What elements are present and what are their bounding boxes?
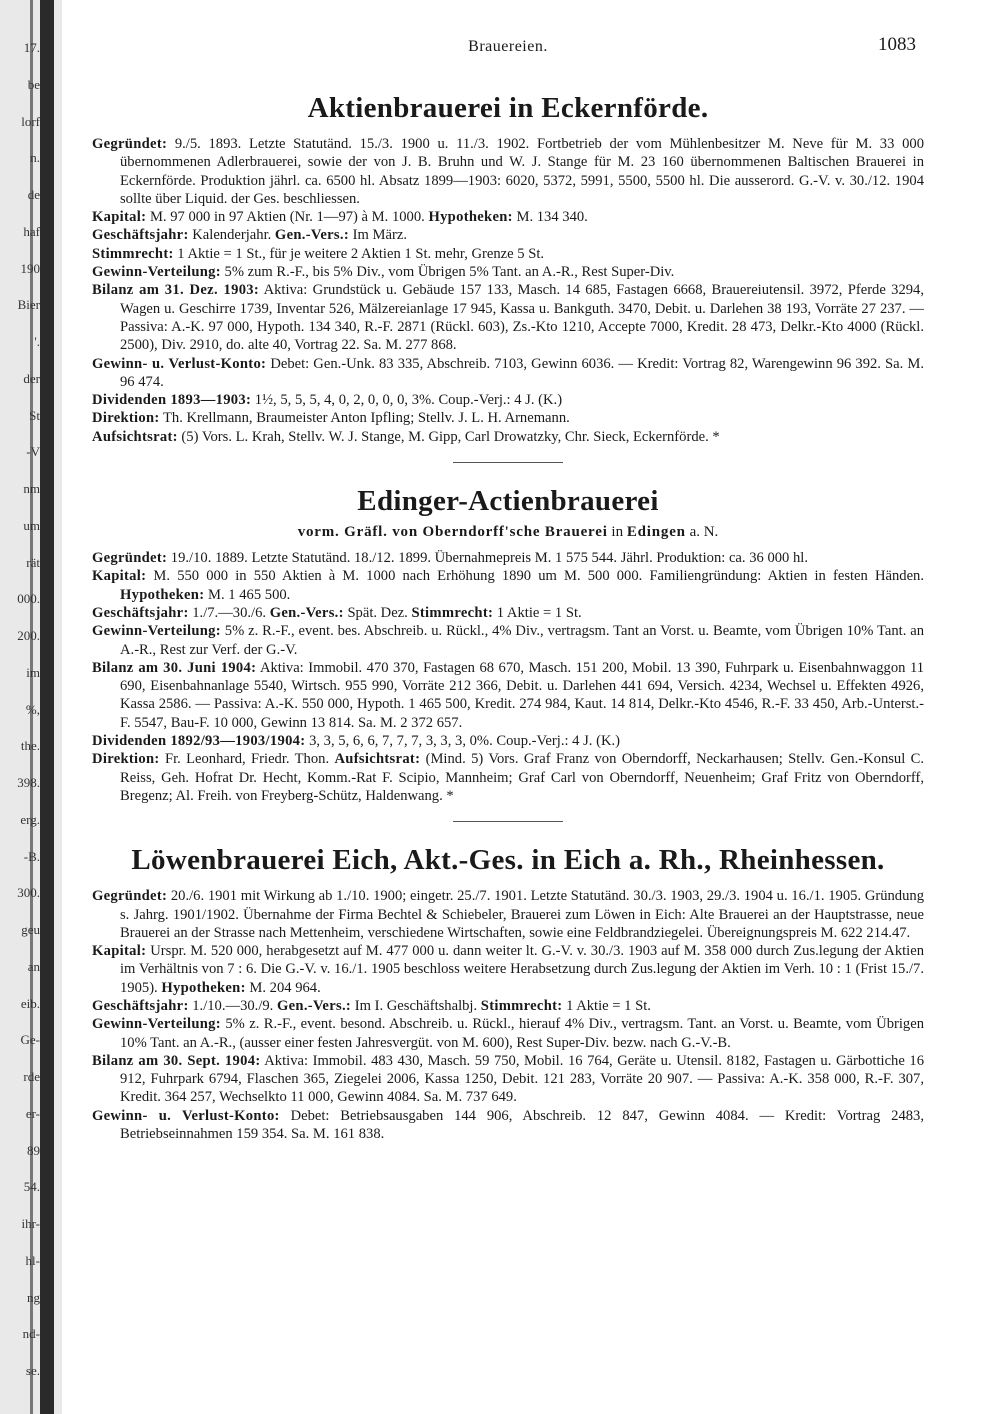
gutter-fragment: %, [25,701,40,717]
entry-term: Direktion: [92,751,160,768]
entry-text: 5% zum R.-F., bis 5% Div., vom Übrigen 5% Tant. an A.-R., Rest Super-Div. [220,264,675,281]
gutter-binding [40,0,54,1414]
entry-text: M. 204 964. [245,979,321,996]
left-page-gutter [0,0,62,1414]
entry-term: Dividenden 1893—1903: [92,392,252,409]
gutter-fragment: rät [26,554,40,570]
entry-text: Debet: Betriebsausgaben 144 906, Abschreib. 12 847, Gewinn 4084. — Kredit: Vortrag 2483, Betriebseinnahmen 159 354. Sa. M. 161 838. [120,1107,924,1143]
gutter-fragment: 000. [17,591,40,607]
running-head-title: Brauereien. [468,38,548,55]
gutter-fragment: se. [25,1363,40,1379]
entry-term: Gewinn- u. Verlust-Konto: [92,1107,280,1124]
entry-text: Im I. Geschäftshalbj. [351,997,481,1014]
entry-text: 3, 3, 5, 6, 6, 7, 7, 7, 3, 3, 3, 0%. Coup.-Verj.: 4 J. (K.) [305,733,620,750]
entry-text: Fr. Leonhard, Friedr. Thon. [159,751,335,768]
gutter-fragment: lorf [21,113,40,129]
entry-text: 9./5. 1893. Letzte Statutänd. 15./3. 1900 u. 11./3. 1902. Fortbetrieb der vom Mühlenbesitzer M. Neve für M. 33 000 übernommenen Adlerbrauerei, sowie der von J. B. Bruhn und W. J. Stange für M. 23 160 übernommenen Baltischen Brauerei in Eckernförde. Produktion jährl. ca. 6500 hl. Absatz 1899—1903: 6020, 5372, 5991, 5500, 5500 hl. Die ausserord. G.-V. v. 30./12. 1904 sollte über Liquid. der Ges. beschliessen. [120,136,924,207]
gutter-fragment: n. [30,150,40,166]
gutter-fragment: ng [27,1289,40,1305]
gutter-fragment: de [27,187,40,203]
entry-paragraph [92,281,924,354]
entry-term: Geschäftsjahr: [92,227,189,244]
entry-paragraph [92,263,924,281]
page [92,30,924,1390]
entry-term: Aufsichtsrat: [92,428,178,445]
company-section [92,485,924,805]
entry-paragraph [92,135,924,208]
subtitle-mid: in [607,524,627,541]
page-number: 1083 [878,34,916,55]
entry-text: (5) Vors. L. Krah, Stellv. W. J. Stange, M. Gipp, Carl Drowatzky, Chr. Sieck, Eckernförde. * [177,428,720,445]
company-title: Aktienbrauerei in Eckernförde. [307,92,709,124]
entry-term: Geschäftsjahr: [92,604,189,621]
entry-paragraph [92,208,924,226]
company-section [92,844,924,1143]
gutter-fragment: haf [23,223,40,239]
gutter-fragment: 190 [20,260,40,276]
gutter-fragment: 54. [23,1179,40,1195]
entry-term: Direktion: [92,410,160,427]
entry-term: Hypotheken: [161,979,246,996]
entry-term: Gewinn- u. Verlust-Konto: [92,355,267,372]
gutter-fragment: nd- [22,1326,40,1342]
entry-text: Aktiva: Grundstück u. Gebäude 157 133, Masch. 14 685, Fastagen 6668, Brauereiutensil. 3972, Pferde 3294, Wagen u. Geschirre 1739, Inventar 526, Mälzereianlage 17 945, Kassa u. Bankguth. 3470, Debit. u. Darlehen 38 193, Vorräte 27 237. — Passiva: A.-K. 97 000, Hypoth. 134 340, R.-F. 2871 (Rückl. 603), Zs.-Kto 1210, Accepte 7000, Kredit. 28 473, Delkr.-Kto 4000 (Rückl. 2500), Div. 2910, do. alte 40, Vortrag 22. Sa. M. 277 868. [120,282,924,354]
gutter-fragment: St [29,407,40,423]
entry-paragraph [92,604,924,622]
entry-term: Kapital: [92,209,147,226]
entry-term: Stimmrecht: [92,245,174,262]
entry-text: 1./7.—30./6. [188,604,270,621]
gutter-fragment: an [27,958,40,974]
entry-text: (Mind. 5) Vors. Graf Franz von Oberndorff, Neckarhausen; Stellv. Gen.-Konsul C. Reiss, Geh. Hofrat Dr. Hecht, Komm.-Rat F. Scipio, Mannheim; Graf Carl von Oberndorff, Neuenheim; Graf Fritz von Oberndorff, Bregenz; Al. Freih. von Freyberg-Schütz, Haldenwang. * [120,751,924,804]
entry-term: Bilanz am 30. Sept. 1904: [92,1052,261,1069]
entry-term: Dividenden 1892/93—1903/1904: [92,733,306,750]
entry-term: Kapital: [92,568,147,585]
entry-paragraph [92,942,924,997]
entry-text: Aktiva: Immobil. 470 370, Fastagen 68 670, Masch. 151 200, Mobil. 13 390, Fuhrpark u. Eisenbahnwaggon 11 690, Eisenbahnanlage 5540, Wirtsch. 955 990, Vorräte 212 366, Debit. u. Darlehen 441 694, Versich. 4234, Wechsel u. Effekten 4926, Kassa 2586. — Passiva: A.-K. 550 000, Hypoth. 1 465 500, Kredit. 274 984, Kaut. 14 814, Delkr.-Kto 4546, R.-F. 33 450, Arb.-Unterst.-F. 5547, Bau-F. 10 000, Gewinn 13 814. Sa. M. 2 372 657. [120,659,924,731]
entry-text: 1 Aktie = 1 St., für je weitere 2 Aktien 1 St. mehr, Grenze 5 St. [173,245,545,262]
entry-term: Gen.-Vers.: [274,227,350,244]
gutter-fragment: im [26,664,40,680]
entry-term: Aufsichtsrat: [334,751,421,768]
entry-term: Gewinn-Verteilung: [92,1016,221,1033]
entry-term: Geschäftsjahr: [92,997,189,1014]
company-title: Edinger-Actienbrauerei [357,485,659,518]
subtitle-suffix: a. N. [685,524,719,541]
subtitle-prefix: vorm. [297,524,345,541]
company-section [92,92,924,446]
entry-paragraph [92,391,924,409]
entry-text: Th. Krellmann, Braumeister Anton Ipfling; Stellv. J. L. H. Arnemann. [159,410,570,427]
entry-paragraph [92,750,924,805]
entry-paragraph [92,887,924,942]
entry-text: Urspr. M. 520 000, herabgesetzt auf M. 477 000 u. dann weiter lt. G.-V. v. 30./3. 1903 auf M. 358 000 durch Zus.legung der Aktien im Verhältnis von 7 : 6. Die G.-V. v. 16./1. 1905 beschloss weitere Herabsetzung durch Zus.legung der Aktien im Verh. 10 : 1 (Frist 15./7. 1905). [120,943,924,996]
entry-term: Gen.-Vers.: [269,604,344,621]
entry-paragraph [92,659,924,732]
gutter-fragment: eib. [20,995,40,1011]
entry-paragraph [92,549,924,567]
gutter-fragment: -V [26,444,40,460]
gutter-fragment: geu [21,922,40,938]
gutter-fragment: 89 [27,1142,40,1158]
gutter-fragment: nm [23,481,40,497]
entry-text: 1 Aktie = 1 St. [493,604,582,621]
entry-term: Gegründet: [92,888,168,905]
entry-term: Gewinn-Verteilung: [92,623,221,640]
entry-paragraph [92,245,924,263]
gutter-fragment: 300. [17,885,40,901]
entry-paragraph [92,226,924,244]
entry-term: Hypotheken: [428,209,513,226]
section-divider [453,462,563,463]
entry-paragraph [92,1107,924,1144]
gutter-fragment: Ge- [20,1032,40,1048]
gutter-fragment: the. [20,738,40,754]
entry-paragraph [92,1052,924,1107]
subtitle-place: Edingen [626,524,686,541]
entry-paragraph [92,622,924,659]
entry-term: Hypotheken: [120,586,205,603]
entry-text: Debet: Gen.-Unk. 83 335, Abschreib. 7103, Gewinn 6036. — Kredit: Vortrag 82, Warengewinn 96 392. Sa. M. 96 474. [120,355,924,390]
entry-text: Aktiva: Immobil. 483 430, Masch. 59 750, Mobil. 16 764, Geräte u. Utensil. 8182, Fastagen u. Gärbottiche 16 912, Fuhrpark 6794, Flaschen 365, Ziegelei 2006, Kassa 1250, Debit. 121 283, Vorräte 20 907. — Passiva: A.-K. 358 000, R.-F. 307, Kredit. 364 257, Wechselkto 11 000, Gewinn 4084. Sa. M. 737 649. [120,1052,924,1106]
entry-text: 1 Aktie = 1 St. [562,997,651,1014]
company-subtitle [92,524,924,541]
entry-text: 5% z. R.-F., event. bes. Abschreib. u. Rückl., 4% Div., vertragsm. Tant an Vorst. u. Beamte, vom Übrigen 10% Tant. an A.-R., Rest zur Verf. der G.-V. [120,623,924,658]
subtitle-name: Gräfl. von Oberndorff'sche Brauerei [344,524,608,541]
entry-paragraph [92,1015,924,1052]
entry-paragraph [92,409,924,427]
gutter-fragment: '. [34,334,40,350]
gutter-fragment: be [27,76,40,92]
entry-paragraph [92,732,924,750]
entry-term: Gen.-Vers.: [276,997,352,1014]
gutter-fragment: 398. [17,775,40,791]
entry-term: Kapital: [92,943,147,960]
gutter-fragment: um [23,517,40,533]
entry-term: Gegründet: [92,550,168,567]
entry-text: Im März. [349,227,407,244]
entry-text: M. 550 000 in 550 Aktien à M. 1000 nach Erhöhung 1890 um M. 500 000. Familiengründung: Aktien in festen Händen. [146,568,924,585]
gutter-fragment: erg. [20,811,40,827]
gutter-fragment: rde [23,1069,40,1085]
gutter-fragment: 200. [17,628,40,644]
sections [92,92,924,1143]
entry-paragraph [92,355,924,392]
entry-paragraph [92,997,924,1015]
entry-term: Bilanz am 30. Juni 1904: [92,659,257,676]
entry-text: Spät. Dez. [343,604,412,621]
entry-text: M. 97 000 in 97 Aktien (Nr. 1—97) à M. 1000. [146,209,429,226]
entry-text: M. 134 340. [512,209,588,226]
entry-text: 20./6. 1901 mit Wirkung ab 1./10. 1900; eingetr. 25./7. 1901. Letzte Statutänd. 30./3. 1903, 29./3. 1904 u. 16./1. 1905. Gründung s. Jahrg. 1901/1902. Übernahme der Firma Bechtel & Schiebeler, Brauerei zum Löwen in Eich: Alte Brauerei an der Hauptstrasse, neue Brauerei an der Strasse nach Mettenheim, verschiedene Wirtschaften, sowie eine Feldbrandziegelei. Übereignungspreis M. 622 214.47. [120,888,924,941]
entry-term: Stimmrecht: [480,997,563,1014]
entry-term: Bilanz am 31. Dez. 1903: [92,282,260,299]
entry-text: 1½, 5, 5, 5, 4, 0, 2, 0, 0, 0, 3%. Coup.-Verj.: 4 J. (K.) [251,392,563,409]
entry-term: Stimmrecht: [411,604,494,621]
entry-paragraph [92,428,924,446]
gutter-fragment: er- [25,1105,40,1121]
gutter-fragment: -B. [23,848,40,864]
gutter-fragment: 17. [23,40,40,55]
entry-term: Gegründet: [92,136,168,152]
gutter-fragment: der [23,370,40,386]
gutter-fragment: ihr- [21,1216,40,1232]
entry-text: M. 1 465 500. [204,586,291,603]
gutter-fragment: Bier [17,297,40,313]
entry-text: 19./10. 1889. Letzte Statutänd. 18./12. 1899. Übernahmepreis M. 1 575 544. Jährl. Produktion: ca. 36 000 hl. [167,550,808,567]
entry-text: Kalenderjahr. [188,227,275,244]
entry-text: 1./10.—30./9. [188,997,277,1014]
section-divider [453,821,563,822]
company-title: Löwenbrauerei Eich, Akt.-Ges. in Eich a. Rh., Rheinhessen. [131,844,885,877]
entry-text: 5% z. R.-F., event. besond. Abschreib. u. Rückl., hierauf 4% Div., vertragsm. Tant. an Vorst. u. Beamte, vom Übrigen 10% Tant. an A.-R., (ausser einer festen Jahresvergüt. von M. 600), Rest Super-Div. bezw. nach G.-V.-B. [120,1016,924,1051]
running-head [92,30,924,70]
gutter-fragment: hl- [25,1252,40,1268]
entry-paragraph [92,567,924,604]
entry-term: Gewinn-Verteilung: [92,264,221,281]
